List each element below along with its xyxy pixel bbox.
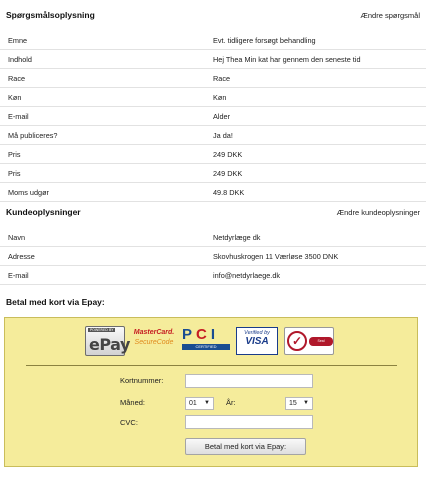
month-value: 01 bbox=[189, 400, 197, 407]
row-value: Evt. tidligere forsøgt behandling bbox=[213, 36, 316, 45]
chevron-down-icon: ▼ bbox=[303, 400, 309, 406]
payment-divider bbox=[26, 365, 397, 366]
change-customer-link[interactable]: Ændre kundeoplysninger bbox=[336, 208, 420, 217]
row-label: Pris bbox=[8, 169, 21, 178]
chevron-down-icon: ▼ bbox=[204, 400, 210, 406]
pci-certified-text: CERTIFIED bbox=[182, 344, 230, 350]
checkmark-icon: ✓ bbox=[287, 331, 307, 351]
epay-payment-box bbox=[4, 317, 418, 467]
pay-with-epay-button[interactable]: Betal med kort via Epay: bbox=[185, 438, 306, 455]
row-label: Emne bbox=[8, 36, 28, 45]
seal-pill-text: Seal bbox=[309, 337, 333, 346]
row-value: Race bbox=[213, 74, 231, 83]
row-label: E-mail bbox=[8, 271, 29, 280]
row-value: Skovhuskrogen 11 Værløse 3500 DNK bbox=[213, 252, 339, 261]
row-value: 249 DKK bbox=[213, 150, 243, 159]
question-section-header bbox=[0, 6, 426, 28]
cvc-input[interactable] bbox=[185, 415, 313, 429]
cvc-label: CVC: bbox=[120, 418, 138, 427]
mastercard-securecode-logo bbox=[132, 328, 176, 354]
card-number-label: Kortnummer: bbox=[120, 376, 164, 385]
year-label: År: bbox=[226, 398, 236, 407]
pci-c: C bbox=[196, 326, 211, 343]
question-row bbox=[0, 50, 426, 69]
row-label: Race bbox=[8, 74, 26, 83]
row-value: Hej Thea Min kat har gennem den seneste tid bbox=[213, 55, 361, 64]
pci-certified-logo bbox=[182, 327, 230, 355]
visa-text: VISA bbox=[245, 336, 269, 347]
question-row bbox=[0, 183, 426, 202]
row-value: Netdyrlæge dk bbox=[213, 233, 261, 242]
question-section-title: Spørgsmålsoplysning bbox=[6, 10, 95, 20]
month-label: Måned: bbox=[120, 398, 146, 407]
customer-row bbox=[0, 228, 426, 247]
epay-logo bbox=[85, 326, 130, 356]
question-row bbox=[0, 126, 426, 145]
question-row bbox=[0, 88, 426, 107]
year-select[interactable] bbox=[285, 397, 313, 410]
row-value: Køn bbox=[213, 93, 227, 102]
row-label: Navn bbox=[8, 233, 26, 242]
row-value: 49.8 DKK bbox=[213, 188, 245, 197]
row-value: 249 DKK bbox=[213, 169, 243, 178]
epay-logo-text: ePay bbox=[89, 335, 130, 354]
row-label: Pris bbox=[8, 150, 21, 159]
row-label: Køn bbox=[8, 93, 22, 102]
customer-row bbox=[0, 266, 426, 285]
row-label: Må publiceres? bbox=[8, 131, 58, 140]
card-number-input[interactable] bbox=[185, 374, 313, 388]
question-row bbox=[0, 164, 426, 183]
question-row bbox=[0, 31, 426, 50]
secure-seal-logo bbox=[284, 327, 334, 355]
row-value: Ja da! bbox=[213, 131, 233, 140]
verified-by-visa-logo bbox=[236, 327, 278, 355]
row-label: E-mail bbox=[8, 112, 29, 121]
row-value: Alder bbox=[213, 112, 231, 121]
change-question-link[interactable]: Ændre spørgsmål bbox=[360, 11, 420, 20]
customer-section-title: Kundeoplysninger bbox=[6, 207, 81, 217]
customer-row bbox=[0, 247, 426, 266]
mastercard-text: MasterCard. bbox=[133, 329, 175, 336]
payment-title: Betal med kort via Epay: bbox=[6, 297, 105, 307]
row-label: Adresse bbox=[8, 252, 35, 261]
epay-powered-text: POWERED BY bbox=[90, 328, 114, 332]
month-select[interactable] bbox=[185, 397, 214, 410]
row-label: Moms udgør bbox=[8, 188, 49, 197]
pci-p: P bbox=[182, 326, 197, 343]
pci-i: I bbox=[210, 326, 220, 343]
verified-by-text: Verified by bbox=[244, 330, 270, 336]
question-row bbox=[0, 107, 426, 126]
securecode-text: SecureCode bbox=[134, 339, 174, 346]
row-value: info@netdyrlaege.dk bbox=[213, 271, 281, 280]
year-value: 15 bbox=[289, 400, 297, 407]
customer-section-header bbox=[0, 203, 426, 225]
question-row bbox=[0, 145, 426, 164]
question-row bbox=[0, 69, 426, 88]
row-label: Indhold bbox=[8, 55, 32, 64]
